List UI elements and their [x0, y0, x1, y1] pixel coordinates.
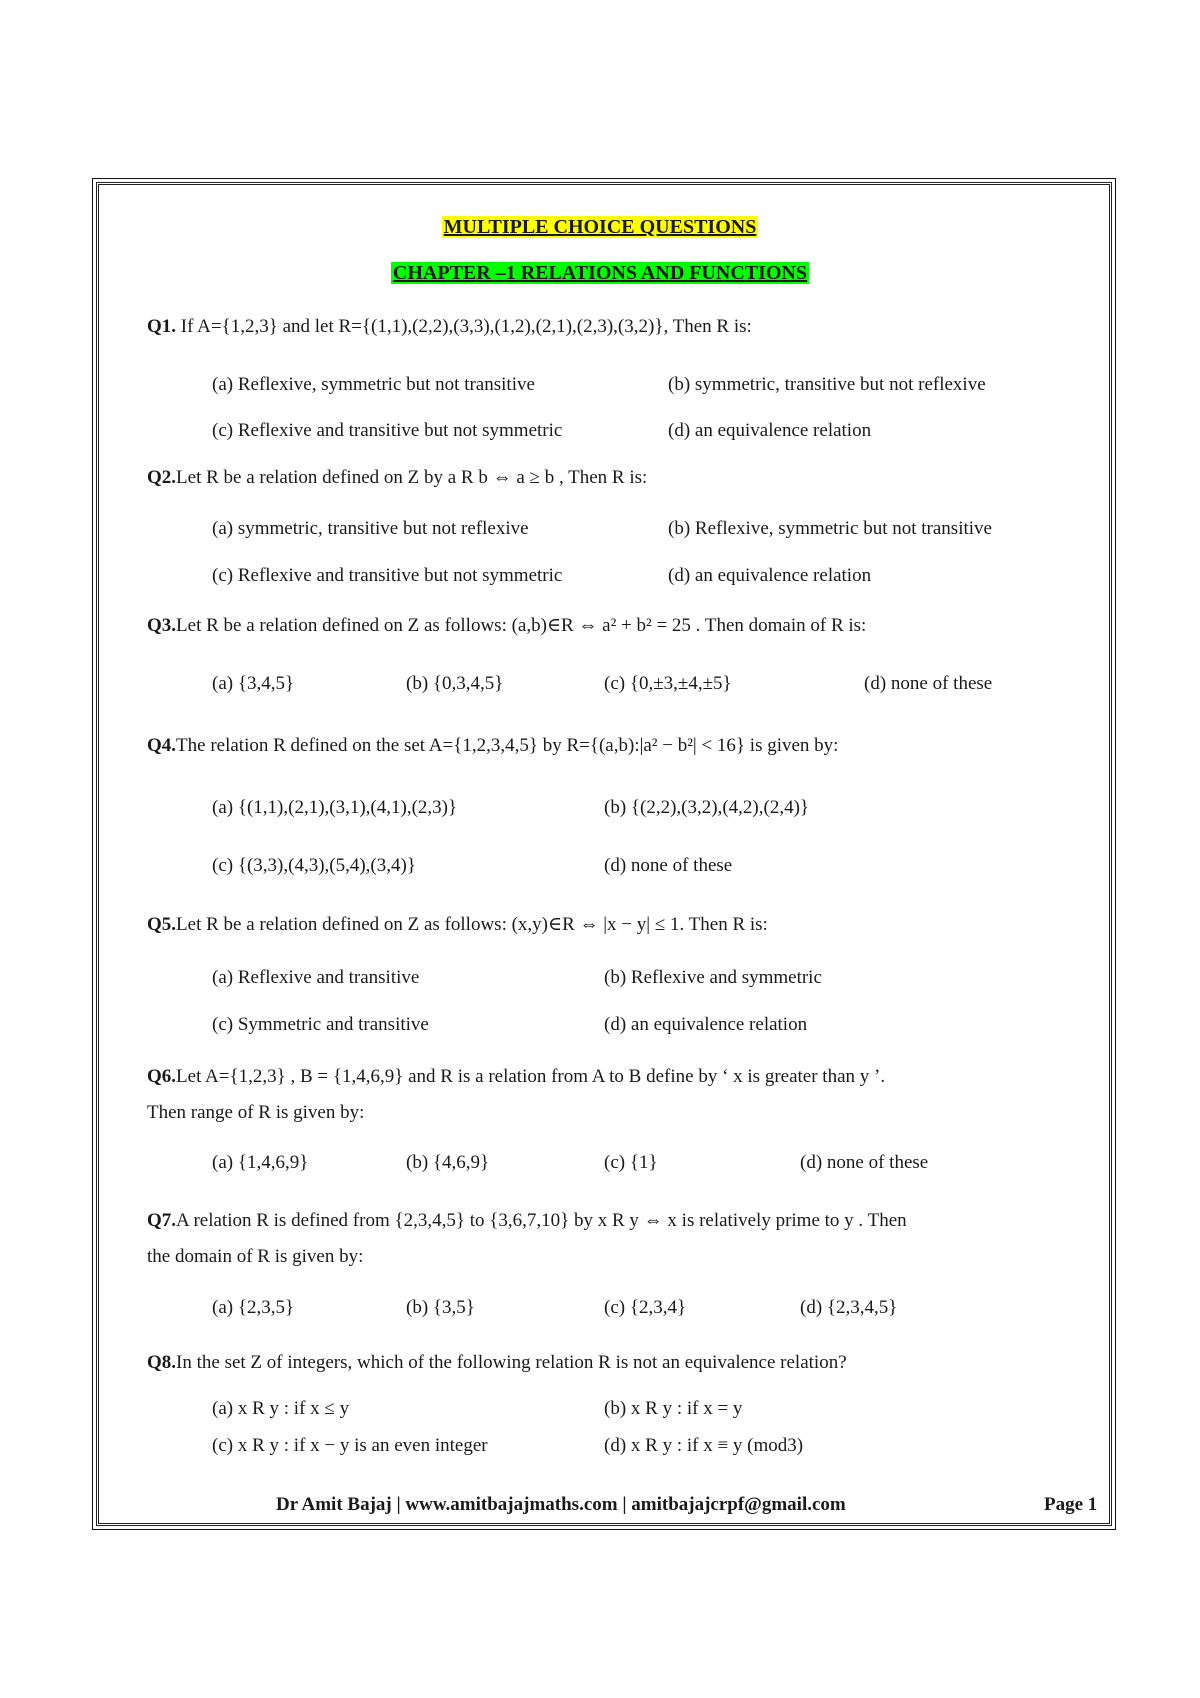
- q2-option-c: (c) Reflexive and transitive but not symmetric: [212, 565, 563, 586]
- question-3: Q3.Let R be a relation defined on Z as follows: (a,b)∈R ⇔ a² + b² = 25 . Then domain of R is:: [147, 615, 867, 636]
- q5-option-b: (b) Reflexive and symmetric: [604, 967, 822, 988]
- q7-option-b: (b) {3,5}: [406, 1297, 475, 1318]
- q7-option-d: (d) {2,3,4,5}: [800, 1297, 898, 1318]
- q8-option-b: (b) x R y : if x = y: [604, 1398, 743, 1419]
- q4-option-d: (d) none of these: [604, 855, 733, 876]
- question-7-continued: the domain of R is given by:: [147, 1246, 364, 1267]
- q1-option-b: (b) symmetric, transitive but not reflexive: [668, 374, 986, 395]
- q7-option-a: (a) {2,3,5}: [212, 1297, 295, 1318]
- q6-option-a: (a) {1,4,6,9}: [212, 1152, 309, 1173]
- question-5: Q5.Let R be a relation defined on Z as follows: (x,y)∈R ⇔ |x − y| ≤ 1. Then R is:: [147, 914, 768, 935]
- q8-option-d: (d) x R y : if x ≡ y (mod3): [604, 1435, 804, 1456]
- q5-option-a: (a) Reflexive and transitive: [212, 967, 420, 988]
- q7-option-c: (c) {2,3,4}: [604, 1297, 687, 1318]
- q3-option-c: (c) {0,±3,±4,±5}: [604, 673, 732, 694]
- q5-option-c: (c) Symmetric and transitive: [212, 1014, 429, 1035]
- footer-author: Dr Amit Bajaj | www.amitbajajmaths.com | amitbajajcrpf@gmail.com: [276, 1494, 846, 1515]
- q1-option-a: (a) Reflexive, symmetric but not transitive: [212, 374, 535, 395]
- q2-option-a: (a) symmetric, transitive but not reflexive: [212, 518, 529, 539]
- q4-option-c: (c) {(3,3),(4,3),(5,4),(3,4)}: [212, 855, 416, 876]
- q5-option-d: (d) an equivalence relation: [604, 1014, 808, 1035]
- q8-option-c: (c) x R y : if x − y is an even integer: [212, 1435, 488, 1456]
- q6-option-d: (d) none of these: [800, 1152, 929, 1173]
- page-number: Page 1: [1044, 1494, 1098, 1515]
- question-4: Q4.The relation R defined on the set A={1,2,3,4,5} by R={(a,b):|a² − b²| < 16} is given by:: [147, 735, 839, 756]
- q1-option-d: (d) an equivalence relation: [668, 420, 872, 441]
- question-6-continued: Then range of R is given by:: [147, 1102, 365, 1123]
- q4-option-a: (a) {(1,1),(2,1),(3,1),(4,1),(2,3)}: [212, 797, 458, 818]
- q3-option-b: (b) {0,3,4,5}: [406, 673, 504, 694]
- question-2: Q2.Let R be a relation defined on Z by a R b ⇔ a ≥ b , Then R is:: [147, 467, 648, 488]
- question-6: Q6.Let A={1,2,3} , B = {1,4,6,9} and R is a relation from A to B define by ‘ x is greater than y ’.: [147, 1066, 886, 1087]
- q3-option-a: (a) {3,4,5}: [212, 673, 295, 694]
- q2-option-d: (d) an equivalence relation: [668, 565, 872, 586]
- q8-option-a: (a) x R y : if x ≤ y: [212, 1398, 350, 1419]
- main-heading: MULTIPLE CHOICE QUESTIONS: [443, 216, 757, 238]
- q6-option-c: (c) {1}: [604, 1152, 658, 1173]
- q2-option-b: (b) Reflexive, symmetric but not transitive: [668, 518, 992, 539]
- q1-option-c: (c) Reflexive and transitive but not symmetric: [212, 420, 563, 441]
- q4-option-b: (b) {(2,2),(3,2),(4,2),(2,4)}: [604, 797, 810, 818]
- q3-option-d: (d) none of these: [864, 673, 993, 694]
- chapter-heading: CHAPTER –1 RELATIONS AND FUNCTIONS: [392, 262, 808, 284]
- question-1: Q1. If A={1,2,3} and let R={(1,1),(2,2),(3,3),(1,2),(2,1),(2,3),(3,2)}, Then R is:: [147, 316, 752, 337]
- q6-option-b: (b) {4,6,9}: [406, 1152, 490, 1173]
- question-7: Q7.A relation R is defined from {2,3,4,5} to {3,6,7,10} by x R y ⇔ x is relatively prime to y . Then: [147, 1210, 907, 1231]
- question-8: Q8.In the set Z of integers, which of the following relation R is not an equivalence relation?: [147, 1352, 847, 1373]
